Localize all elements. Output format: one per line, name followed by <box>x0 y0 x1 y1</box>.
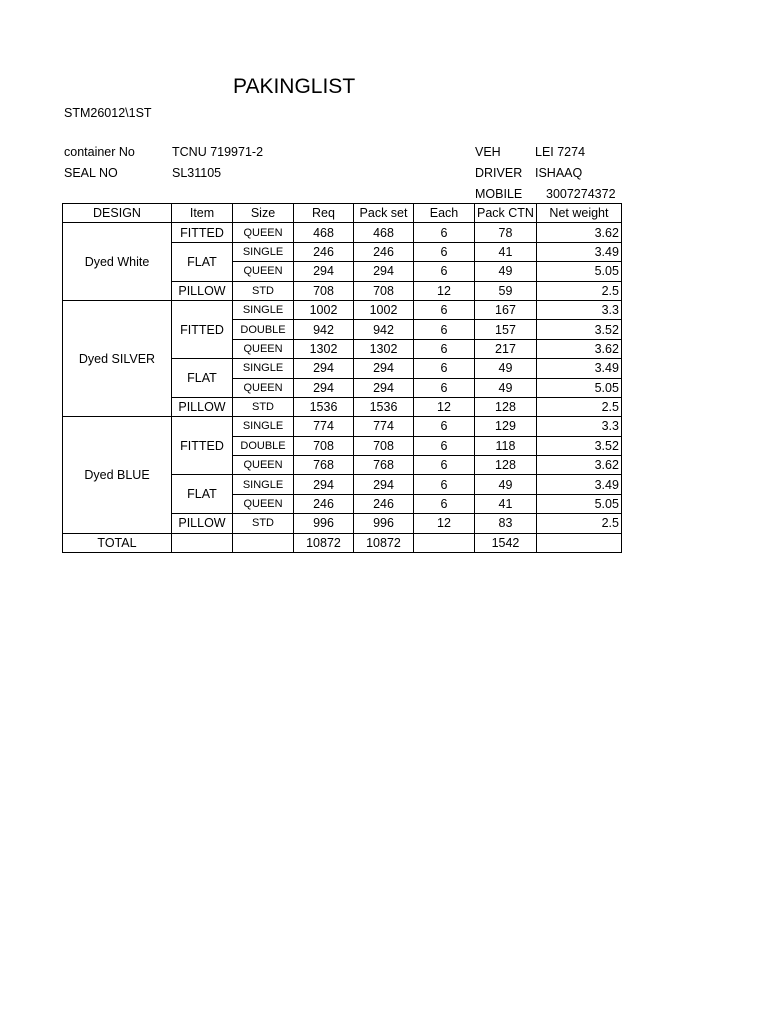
total-net-weight-cell <box>536 533 621 552</box>
each-cell: 6 <box>414 223 475 242</box>
total-size-cell <box>233 533 294 552</box>
item-cell: PILLOW <box>172 514 233 533</box>
size-cell: SINGLE <box>233 417 294 436</box>
column-header: Net weight <box>536 204 621 223</box>
size-cell: SINGLE <box>233 475 294 494</box>
pack-set-cell: 1536 <box>354 397 414 416</box>
size-cell: QUEEN <box>233 339 294 358</box>
net-weight-cell: 3.49 <box>536 475 621 494</box>
design-cell: Dyed BLUE <box>63 417 172 533</box>
item-cell: PILLOW <box>172 397 233 416</box>
pack-set-cell: 294 <box>354 475 414 494</box>
each-cell: 6 <box>414 494 475 513</box>
pack-set-cell: 996 <box>354 514 414 533</box>
pack-set-cell: 942 <box>354 320 414 339</box>
req-cell: 294 <box>294 475 354 494</box>
pack-set-cell: 294 <box>354 359 414 378</box>
net-weight-cell: 3.62 <box>536 223 621 242</box>
pack-set-cell: 774 <box>354 417 414 436</box>
size-cell: STD <box>233 281 294 300</box>
net-weight-cell: 2.5 <box>536 397 621 416</box>
column-header: Pack set <box>354 204 414 223</box>
each-cell: 6 <box>414 242 475 261</box>
pack-ctn-cell: 128 <box>475 397 537 416</box>
pack-ctn-cell: 49 <box>475 378 537 397</box>
net-weight-cell: 3.49 <box>536 242 621 261</box>
total-label: TOTAL <box>63 533 172 552</box>
size-cell: STD <box>233 397 294 416</box>
item-cell: FLAT <box>172 475 233 514</box>
net-weight-cell: 3.3 <box>536 417 621 436</box>
vehicle-value: LEI 7274 <box>535 145 586 159</box>
each-cell: 6 <box>414 417 475 436</box>
req-cell: 708 <box>294 436 354 455</box>
table-header-row <box>63 204 622 223</box>
pack-ctn-cell: 129 <box>475 417 537 436</box>
net-weight-cell: 5.05 <box>536 494 621 513</box>
pack-set-cell: 468 <box>354 223 414 242</box>
design-cell: Dyed White <box>63 223 172 301</box>
pack-ctn-cell: 217 <box>475 339 537 358</box>
vehicle-label: VEH <box>475 145 501 159</box>
net-weight-cell: 3.52 <box>536 436 621 455</box>
each-cell: 6 <box>414 436 475 455</box>
total-each-cell <box>414 533 475 552</box>
net-weight-cell: 5.05 <box>536 378 621 397</box>
each-cell: 12 <box>414 514 475 533</box>
pack-set-cell: 1002 <box>354 300 414 319</box>
pack-ctn-cell: 41 <box>475 494 537 513</box>
each-cell: 6 <box>414 320 475 339</box>
seal-label: SEAL NO <box>64 166 118 180</box>
column-header: Req <box>294 204 354 223</box>
driver-label: DRIVER <box>475 166 523 180</box>
page-title: PAKINGLIST <box>233 75 356 98</box>
table-row <box>63 300 622 319</box>
req-cell: 942 <box>294 320 354 339</box>
size-cell: DOUBLE <box>233 320 294 339</box>
size-cell: QUEEN <box>233 494 294 513</box>
pack-set-cell: 768 <box>354 456 414 475</box>
total-pack-set: 10872 <box>354 533 414 552</box>
design-cell: Dyed SILVER <box>63 300 172 416</box>
net-weight-cell: 3.62 <box>536 339 621 358</box>
item-cell: FITTED <box>172 300 233 358</box>
each-cell: 6 <box>414 378 475 397</box>
pack-ctn-cell: 78 <box>475 223 537 242</box>
req-cell: 468 <box>294 223 354 242</box>
column-header: Pack CTN <box>475 204 537 223</box>
document-reference: STM26012\1ST <box>64 106 152 120</box>
pack-ctn-cell: 118 <box>475 436 537 455</box>
req-cell: 1002 <box>294 300 354 319</box>
req-cell: 294 <box>294 262 354 281</box>
req-cell: 996 <box>294 514 354 533</box>
net-weight-cell: 3.52 <box>536 320 621 339</box>
total-pack-ctn: 1542 <box>475 533 537 552</box>
net-weight-cell: 5.05 <box>536 262 621 281</box>
container-label: container No <box>64 145 135 159</box>
pack-ctn-cell: 157 <box>475 320 537 339</box>
size-cell: DOUBLE <box>233 436 294 455</box>
table-row <box>63 417 622 436</box>
item-cell: FITTED <box>172 223 233 242</box>
pack-ctn-cell: 167 <box>475 300 537 319</box>
req-cell: 246 <box>294 494 354 513</box>
column-header: DESIGN <box>63 204 172 223</box>
each-cell: 6 <box>414 262 475 281</box>
pack-ctn-cell: 49 <box>475 359 537 378</box>
pack-set-cell: 246 <box>354 494 414 513</box>
each-cell: 6 <box>414 339 475 358</box>
pack-set-cell: 294 <box>354 378 414 397</box>
req-cell: 246 <box>294 242 354 261</box>
pack-ctn-cell: 49 <box>475 475 537 494</box>
net-weight-cell: 2.5 <box>536 281 621 300</box>
net-weight-cell: 3.62 <box>536 456 621 475</box>
total-row <box>63 533 622 552</box>
size-cell: SINGLE <box>233 359 294 378</box>
driver-value: ISHAAQ <box>535 166 583 180</box>
pack-ctn-cell: 41 <box>475 242 537 261</box>
each-cell: 6 <box>414 475 475 494</box>
req-cell: 294 <box>294 378 354 397</box>
total-req: 10872 <box>294 533 354 552</box>
pack-ctn-cell: 128 <box>475 456 537 475</box>
each-cell: 12 <box>414 281 475 300</box>
pack-set-cell: 246 <box>354 242 414 261</box>
seal-value: SL31105 <box>172 166 222 180</box>
each-cell: 12 <box>414 397 475 416</box>
req-cell: 1536 <box>294 397 354 416</box>
size-cell: QUEEN <box>233 378 294 397</box>
container-value: TCNU 719971-2 <box>172 145 264 159</box>
pack-ctn-cell: 59 <box>475 281 537 300</box>
item-cell: FLAT <box>172 359 233 398</box>
item-cell: FITTED <box>172 417 233 475</box>
pack-set-cell: 294 <box>354 262 414 281</box>
item-cell: PILLOW <box>172 281 233 300</box>
size-cell: SINGLE <box>233 300 294 319</box>
size-cell: QUEEN <box>233 456 294 475</box>
pack-set-cell: 1302 <box>354 339 414 358</box>
column-header: Item <box>172 204 233 223</box>
req-cell: 1302 <box>294 339 354 358</box>
each-cell: 6 <box>414 456 475 475</box>
pack-ctn-cell: 83 <box>475 514 537 533</box>
mobile-label: MOBILE <box>475 187 523 201</box>
column-header: Size <box>233 204 294 223</box>
net-weight-cell: 2.5 <box>536 514 621 533</box>
net-weight-cell: 3.3 <box>536 300 621 319</box>
size-cell: STD <box>233 514 294 533</box>
pack-set-cell: 708 <box>354 281 414 300</box>
req-cell: 294 <box>294 359 354 378</box>
net-weight-cell: 3.49 <box>536 359 621 378</box>
size-cell: QUEEN <box>233 262 294 281</box>
each-cell: 6 <box>414 359 475 378</box>
req-cell: 774 <box>294 417 354 436</box>
pack-ctn-cell: 49 <box>475 262 537 281</box>
mobile-value: 3007274372 <box>546 187 616 201</box>
size-cell: SINGLE <box>233 242 294 261</box>
packing-table <box>62 203 622 553</box>
pack-set-cell: 708 <box>354 436 414 455</box>
total-item-cell <box>172 533 233 552</box>
req-cell: 708 <box>294 281 354 300</box>
req-cell: 768 <box>294 456 354 475</box>
each-cell: 6 <box>414 300 475 319</box>
column-header: Each <box>414 204 475 223</box>
packing-table-body <box>63 223 622 533</box>
size-cell: QUEEN <box>233 223 294 242</box>
table-row <box>63 223 622 242</box>
item-cell: FLAT <box>172 242 233 281</box>
